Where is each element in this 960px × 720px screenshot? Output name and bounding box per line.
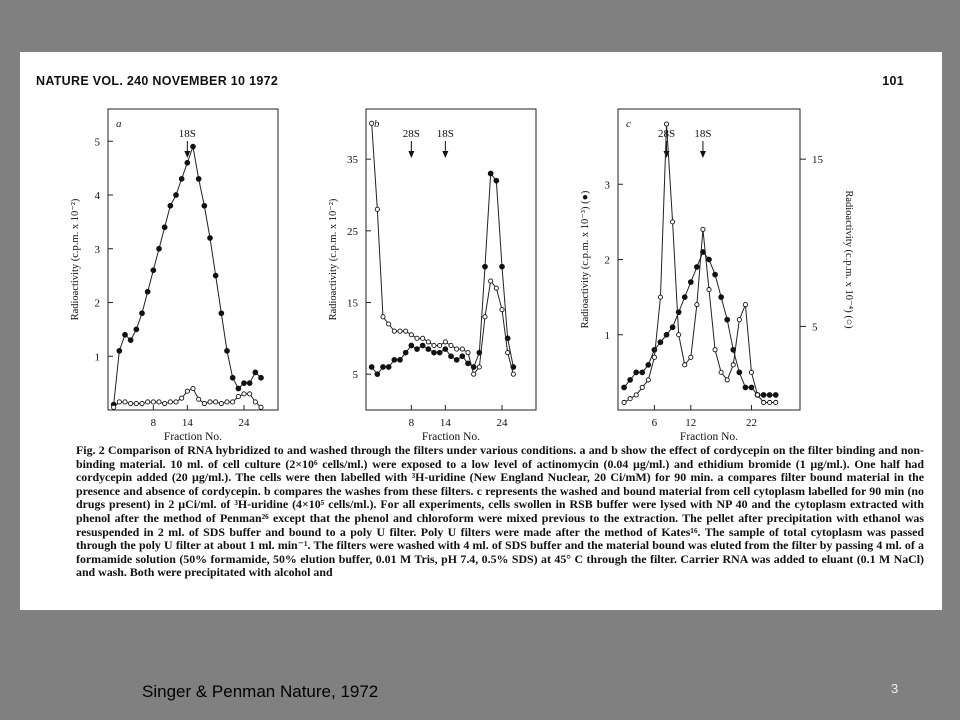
- data-point-filled: [761, 393, 766, 398]
- data-point-filled: [628, 378, 633, 383]
- data-point-open: [432, 343, 436, 347]
- data-point-open: [768, 400, 772, 404]
- data-point-open: [466, 351, 470, 355]
- data-point-filled: [225, 348, 230, 353]
- data-point-filled: [151, 268, 156, 273]
- data-point-filled: [128, 338, 133, 343]
- data-point-filled: [415, 347, 420, 352]
- data-point-filled: [259, 375, 264, 380]
- data-point-open: [134, 401, 138, 405]
- data-point-filled: [179, 176, 184, 181]
- data-point-filled: [426, 347, 431, 352]
- y-tick-label: 5: [352, 369, 358, 382]
- series-line-open: [372, 123, 514, 374]
- data-point-open: [671, 220, 675, 224]
- data-point-filled: [449, 354, 454, 359]
- data-point-open: [253, 400, 257, 404]
- data-point-filled: [488, 171, 493, 176]
- data-point-open: [191, 386, 195, 390]
- data-point-open: [381, 315, 385, 319]
- data-point-open: [174, 400, 178, 404]
- x-axis-label: Fraction No.: [163, 431, 223, 443]
- y-axis-label: Radioactivity (c.p.m. x 10⁻²): [328, 198, 339, 321]
- y-tick-label: 4: [94, 190, 100, 202]
- data-point-open: [409, 333, 413, 337]
- annotation-label: 18S: [178, 128, 196, 140]
- x-axis-label: Fraction No.: [421, 431, 481, 443]
- data-point-filled: [682, 295, 687, 300]
- data-point-open: [117, 400, 121, 404]
- data-point-open: [506, 351, 510, 355]
- data-point-filled: [392, 357, 397, 362]
- y-tick-label: 2: [604, 254, 610, 267]
- paper-scan: [20, 52, 942, 610]
- y-tick-label: 5: [94, 136, 100, 149]
- data-point-open: [214, 400, 218, 404]
- journal-header: NATURE VOL. 240 NOVEMBER 10 1972: [36, 74, 279, 88]
- data-point-filled: [743, 385, 748, 390]
- annotation-label: 18S: [694, 128, 712, 140]
- citation: Singer & Penman Nature, 1972: [142, 682, 379, 701]
- data-point-filled: [694, 265, 699, 270]
- data-point-open: [157, 400, 161, 404]
- data-point-filled: [140, 311, 145, 316]
- data-point-filled: [117, 348, 122, 353]
- data-point-filled: [454, 357, 459, 362]
- data-point-filled: [196, 176, 201, 181]
- data-point-open: [259, 405, 263, 409]
- annotation-arrow-head: [408, 151, 414, 158]
- data-point-filled: [253, 370, 258, 375]
- data-point-filled: [500, 264, 505, 269]
- annotation-label: 28S: [402, 128, 420, 140]
- panel-letter-b: b: [374, 118, 380, 130]
- data-point-open: [689, 355, 693, 359]
- data-point-filled: [437, 350, 442, 355]
- data-point-open: [472, 372, 476, 376]
- x-tick-label: 8: [150, 417, 157, 429]
- data-point-open: [695, 303, 699, 307]
- data-point-open: [489, 279, 493, 283]
- data-point-open: [511, 372, 515, 376]
- y-tick-label: 1: [604, 329, 610, 342]
- data-point-filled: [398, 357, 403, 362]
- y-axis-label: Radioactivity (c.p.m. x 10⁻³) (●): [580, 190, 591, 329]
- data-point-open: [208, 400, 212, 404]
- data-point-filled: [386, 365, 391, 370]
- caption-text: Comparison of RNA hybridized to and washed through the filters under various conditions. a and b show the effect of cordycepin on the filter binding and non-binding material. 10 ml. of cell culture (2×10⁶ cells/ml.) were exposed to a low level of actinomycin (0.04 µg/ml.) and ethidium bromide (1 µg/ml.). One half had cordycepin added (20 µg/ml.). The cells were then labelled with ³H-uridine (New England Nuclear, 20 Ci/mM) for 90 min. a compares filter bound material in the presence and absence of cordycepin. b compares the washes from these filters. c represents the washed and bound material from cell cytoplasm labelled for 90 min (no drugs present) in 2 µCi/ml. of ³H-uridine (4×10⁵ cells/ml.). For all experiments, cells swollen in RSB buffer were lysed with NP 40 and the cytoplasm extracted with phenol after the method of Penman²⁶ except that the phenol and chloroform were mixed previous to the extraction. The pellet after precipitation with ethanol was resuspended in 2 ml. of SDS buffer and bound to a poly U filter. Poly U filters were made after the method of Kates¹⁶. The sample of total cytoplasm was passed through the poly U filter at about 1 ml. min⁻¹. The filters were washed with 4 ml. of SDS buffer and the material bound was eluted from the filter by passing 4 ml. of a formamide solution (50% formamide, 50% elution buffer, 0.01 M Tris, pH 7.4, 0.5% SDS) at 45° C through the filter. Carrier RNA was added to eluant (0.1 M NaCl) and wash. Both were precipitated with alcohol and: [76, 443, 924, 580]
- x-tick-label: 22: [745, 417, 757, 429]
- data-point-open: [640, 385, 644, 389]
- data-point-open: [151, 400, 155, 404]
- data-point-filled: [640, 370, 645, 375]
- data-point-filled: [162, 225, 167, 230]
- data-point-open: [392, 329, 396, 333]
- data-point-filled: [174, 193, 179, 198]
- x-tick-label: 24: [238, 417, 250, 429]
- data-point-open: [628, 397, 632, 401]
- slide-number: 3: [891, 681, 899, 696]
- data-point-open: [713, 348, 717, 352]
- data-point-filled: [664, 332, 669, 337]
- data-point-open: [404, 329, 408, 333]
- data-point-open: [737, 318, 741, 322]
- data-point-open: [719, 370, 723, 374]
- data-point-open: [426, 340, 430, 344]
- data-point-open: [236, 394, 240, 398]
- data-point-filled: [646, 362, 651, 367]
- annotation-arrow-head: [700, 151, 706, 158]
- data-point-open: [197, 397, 201, 401]
- x-tick-label: 14: [181, 417, 193, 429]
- data-point-filled: [460, 354, 465, 359]
- data-point-open: [163, 401, 167, 405]
- data-point-open: [494, 286, 498, 290]
- data-point-open: [219, 401, 223, 405]
- data-point-filled: [213, 273, 218, 278]
- data-point-filled: [403, 350, 408, 355]
- data-point-open: [749, 370, 753, 374]
- figure-caption: [76, 444, 924, 580]
- panel-letter-a: a: [116, 118, 122, 130]
- data-point-open: [421, 336, 425, 340]
- y-tick-label: 1: [94, 351, 100, 364]
- data-point-filled: [191, 144, 196, 149]
- data-point-filled: [634, 370, 639, 375]
- y-tick-label: 2: [94, 297, 100, 310]
- data-point-open: [112, 405, 116, 409]
- data-point-filled: [719, 295, 724, 300]
- data-point-open: [646, 378, 650, 382]
- data-point-open: [146, 400, 150, 404]
- y-tick-label: 35: [347, 154, 358, 167]
- data-point-filled: [185, 160, 190, 165]
- data-point-filled: [688, 280, 693, 285]
- y-axis-label: Radioactivity (c.p.m. x 10⁻²): [70, 198, 81, 321]
- annotation-label: 18S: [436, 128, 454, 140]
- data-point-filled: [168, 203, 173, 208]
- data-point-open: [500, 308, 504, 312]
- data-point-open: [129, 401, 133, 405]
- data-point-filled: [409, 343, 414, 348]
- data-point-filled: [375, 372, 380, 377]
- data-point-filled: [707, 257, 712, 262]
- data-point-filled: [622, 385, 627, 390]
- x-axis-label: Fraction No.: [679, 431, 739, 443]
- data-point-filled: [483, 264, 488, 269]
- data-point-open: [622, 400, 626, 404]
- y-tick-label: 15: [347, 297, 358, 310]
- data-point-filled: [219, 311, 224, 316]
- page-number: 101: [882, 74, 904, 88]
- y-axis-label-right: Radioactivity (c.p.m. x 10⁻⁴) (○): [843, 190, 854, 329]
- data-point-open: [248, 392, 252, 396]
- y-tick-label: 3: [604, 179, 610, 192]
- x-tick-label: 12: [685, 417, 697, 429]
- data-point-open: [242, 392, 246, 396]
- data-point-open: [762, 400, 766, 404]
- y-tick-label: 3: [94, 243, 100, 256]
- data-point-filled: [713, 272, 718, 277]
- data-point-open: [664, 122, 668, 126]
- data-point-filled: [236, 386, 241, 391]
- data-point-open: [398, 329, 402, 333]
- data-point-filled: [369, 365, 374, 370]
- data-point-open: [483, 315, 487, 319]
- annotation-label: 28S: [657, 128, 676, 140]
- data-point-filled: [432, 350, 437, 355]
- data-point-open: [477, 365, 481, 369]
- annotation-arrow-head: [442, 151, 448, 158]
- data-point-filled: [123, 332, 128, 337]
- data-point-filled: [670, 325, 675, 330]
- data-point-filled: [157, 246, 162, 251]
- figure-label: Fig. 2: [76, 443, 105, 457]
- data-point-open: [755, 393, 759, 397]
- data-point-filled: [420, 343, 425, 348]
- panel-letter-c: c: [626, 118, 631, 130]
- data-point-open: [677, 333, 681, 337]
- series-line-filled: [114, 147, 261, 405]
- data-point-open: [683, 363, 687, 367]
- data-point-filled: [145, 289, 150, 294]
- data-point-filled: [652, 347, 657, 352]
- y2-tick-label: 15: [812, 154, 823, 167]
- x-tick-label: 8: [408, 417, 415, 429]
- data-point-open: [731, 363, 735, 367]
- data-point-filled: [737, 370, 742, 375]
- data-point-open: [415, 336, 419, 340]
- data-point-filled: [443, 347, 448, 352]
- x-tick-label: 14: [439, 417, 451, 429]
- y2-tick-label: 5: [812, 321, 818, 334]
- data-point-open: [231, 400, 235, 404]
- data-point-open: [202, 401, 206, 405]
- y-tick-label: 25: [347, 225, 358, 238]
- data-point-open: [370, 121, 374, 125]
- data-point-filled: [202, 203, 207, 208]
- data-point-open: [225, 400, 229, 404]
- data-point-open: [652, 355, 656, 359]
- data-point-open: [443, 340, 447, 344]
- data-point-filled: [134, 327, 139, 332]
- data-point-open: [180, 396, 184, 400]
- data-point-open: [387, 322, 391, 326]
- data-point-filled: [494, 178, 499, 183]
- data-point-open: [460, 347, 464, 351]
- data-point-open: [658, 295, 662, 299]
- panel-frame-a: [108, 109, 278, 410]
- data-point-filled: [230, 375, 235, 380]
- data-point-open: [449, 343, 453, 347]
- figure-charts: [20, 52, 942, 447]
- data-point-open: [743, 303, 747, 307]
- data-point-filled: [725, 317, 730, 322]
- series-line-open: [624, 124, 776, 402]
- data-point-open: [774, 400, 778, 404]
- data-point-open: [701, 227, 705, 231]
- data-point-filled: [658, 340, 663, 345]
- data-point-filled: [247, 381, 252, 386]
- data-point-open: [707, 288, 711, 292]
- data-point-open: [168, 400, 172, 404]
- data-point-filled: [749, 385, 754, 390]
- data-point-open: [438, 343, 442, 347]
- data-point-open: [725, 378, 729, 382]
- data-point-filled: [773, 393, 778, 398]
- data-point-open: [185, 389, 189, 393]
- data-point-open: [455, 347, 459, 351]
- data-point-filled: [767, 393, 772, 398]
- data-point-filled: [208, 236, 213, 241]
- data-point-filled: [242, 381, 247, 386]
- data-point-open: [375, 207, 379, 211]
- data-point-open: [634, 393, 638, 397]
- data-point-open: [123, 400, 127, 404]
- data-point-filled: [466, 361, 471, 366]
- x-tick-label: 24: [496, 417, 508, 429]
- x-tick-label: 6: [651, 417, 658, 429]
- data-point-filled: [381, 365, 386, 370]
- data-point-open: [140, 401, 144, 405]
